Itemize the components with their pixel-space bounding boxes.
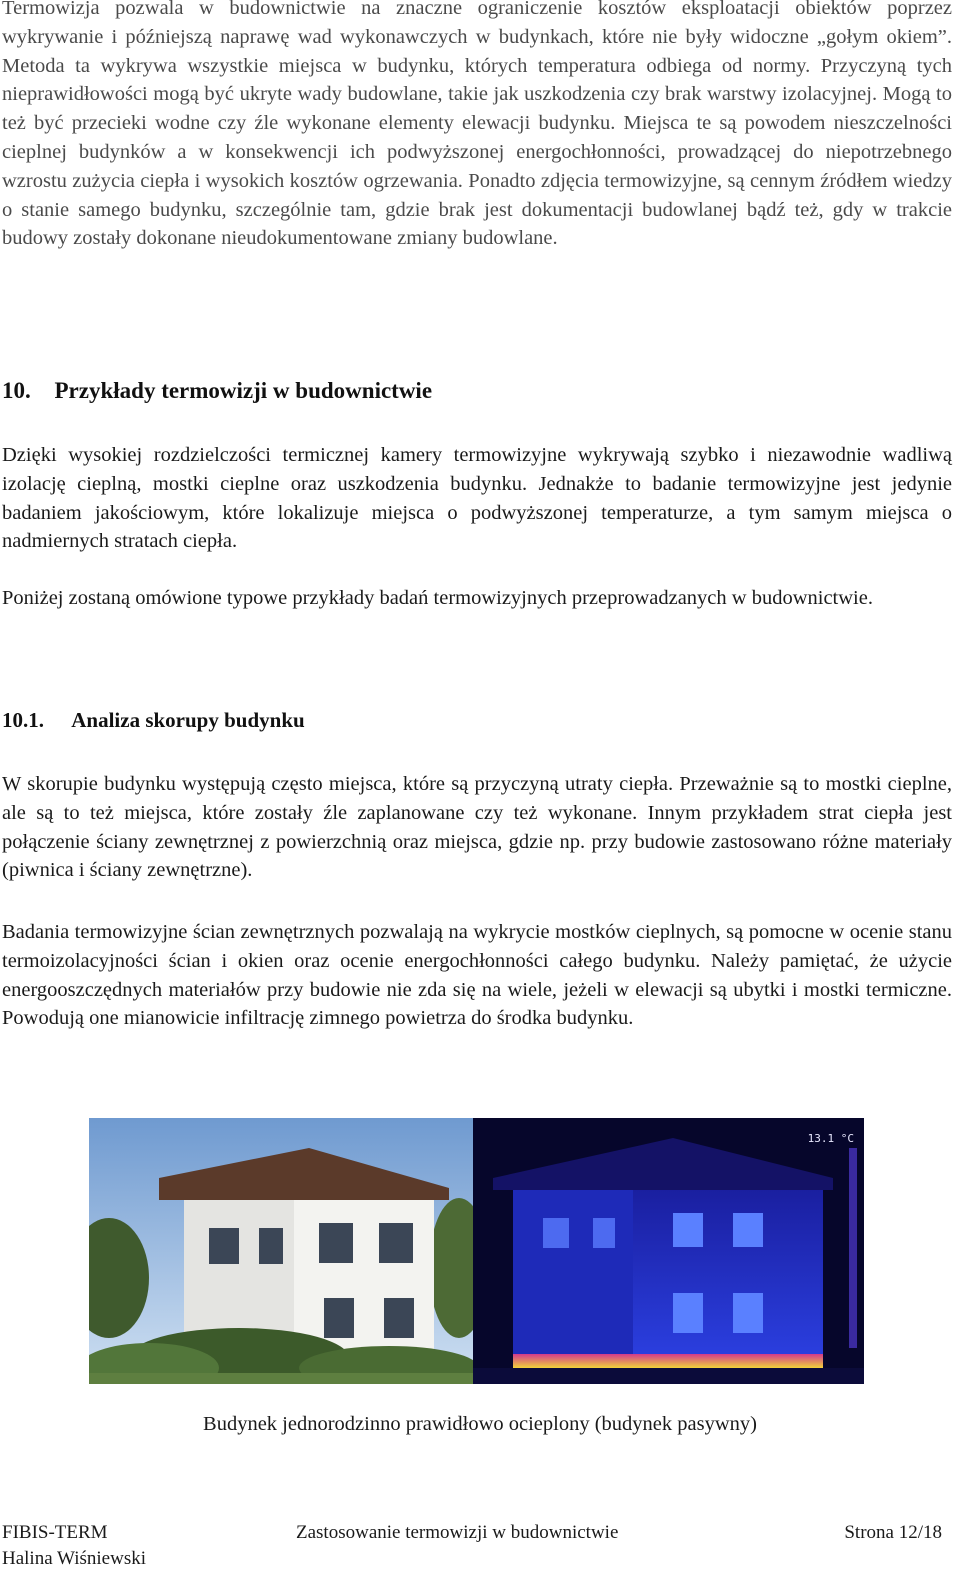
building-figure xyxy=(89,1118,864,1384)
section-heading-10 xyxy=(2,378,432,404)
building-photo-illustration xyxy=(89,1118,473,1384)
section-number: 10. xyxy=(2,378,31,403)
footer-page-number: Strona 12/18 xyxy=(844,1522,942,1543)
footer-document-title: Zastosowanie termowizji w budownictwie xyxy=(296,1522,619,1543)
section-10-1-paragraph-1: W skorupie budynku występują często miejsca, które są przyczyną utraty ciepła. Przeważnie są to mostki cieplne, ale są to też miejsca, które zostały źle zaplanowane czy też wykonane. Innym przykładem strat ciepła jest połączenie ściany zewnętrznej z powierzchnią oraz miejsca, gdzie np. przy budowie zastosowano różne materiały (piwnica i ściany zewnętrzne). xyxy=(2,773,952,882)
figure-caption: Budynek jednorodzinno prawidłowo ocieplony (budynek pasywny) xyxy=(203,1413,757,1435)
thermal-image xyxy=(473,1118,864,1384)
thermal-temperature-readout: 13.1 °C xyxy=(807,1132,854,1145)
section-10-1-paragraph-2: Badania termowizyjne ścian zewnętrznych pozwalają na wykrycie mostków cieplnych, są pomocne w ocenie stanu termoizolacyjności ścian i okien oraz ocenie energochłonności całego budynku. Należy pamiętać, że użycie energooszczędnych materiałów przy budowie nie zda się na wiele, jeżeli w elewacji są ubytki i mostki termiczne. Powodują one mianowicie infiltrację zimnego powietrza do środka budynku. xyxy=(2,921,952,1030)
section-heading-10-1 xyxy=(2,708,305,733)
thermal-image-illustration xyxy=(473,1118,864,1384)
building-photo xyxy=(89,1118,473,1384)
section-10-paragraph-2: Poniżej zostaną omówione typowe przykłady badań termowizyjnych przeprowadzanych w budownictwie. xyxy=(2,587,873,609)
section-title: Przykłady termowizji w budownictwie xyxy=(54,378,433,403)
section-10-paragraph-1: Dzięki wysokiej rozdzielczości termicznej kamery termowizyjne wykrywają szybko i niezawodnie wadliwą izolację cieplną, mostki cieplne oraz uszkodzenia budynku. Jednakże to badanie termowizyjne jest jedynie badaniem jakościowym, które lokalizuje miejsca o podwyższonej temperaturze, a tym samym miejsca o nadmiernych stratach ciepła. xyxy=(2,444,952,553)
intro-paragraph: Termowizja pozwala w budownictwie na znaczne ograniczenie kosztów eksploatacji obiektów poprzez wykrywanie i późniejszą naprawę wad wykonawczych w budynkach, które nie były widoczne „gołym okiem”. Metoda ta wykrywa wszystkie miejsca w budynku, których temperatura odbiega od normy. Przyczyną tych nieprawidłowości mogą być ukryte wady budowlane, takie jak uszkodzenia czy brak warstwy izolacyjnej. Mogą to też być przecieki wodne czy źle wykonane elementy elewacji budynku. Miejsca te są powodem nieszczelności cieplnej budynków a w konsekwencji ich podwyższonej energochłonności, prowadzącej do niepotrzebnego wzrostu zużycia ciepła i wysokich kosztów ogrzewania. Ponadto zdjęcia termowizyjne, są cennym źródłem wiedzy o stanie samego budynku, szczególnie tam, gdzie brak jest dokumentacji budowlanej bądź też, gdy w trakcie budowy zostały dokonane nieudokumentowane zmiany budowlane. xyxy=(2,0,952,250)
subsection-title: Analiza skorupy budynku xyxy=(71,708,305,732)
subsection-number: 10.1. xyxy=(2,708,44,732)
footer-author: Halina Wiśniewski xyxy=(2,1548,147,1569)
footer-organization: FIBIS-TERM xyxy=(2,1522,108,1543)
